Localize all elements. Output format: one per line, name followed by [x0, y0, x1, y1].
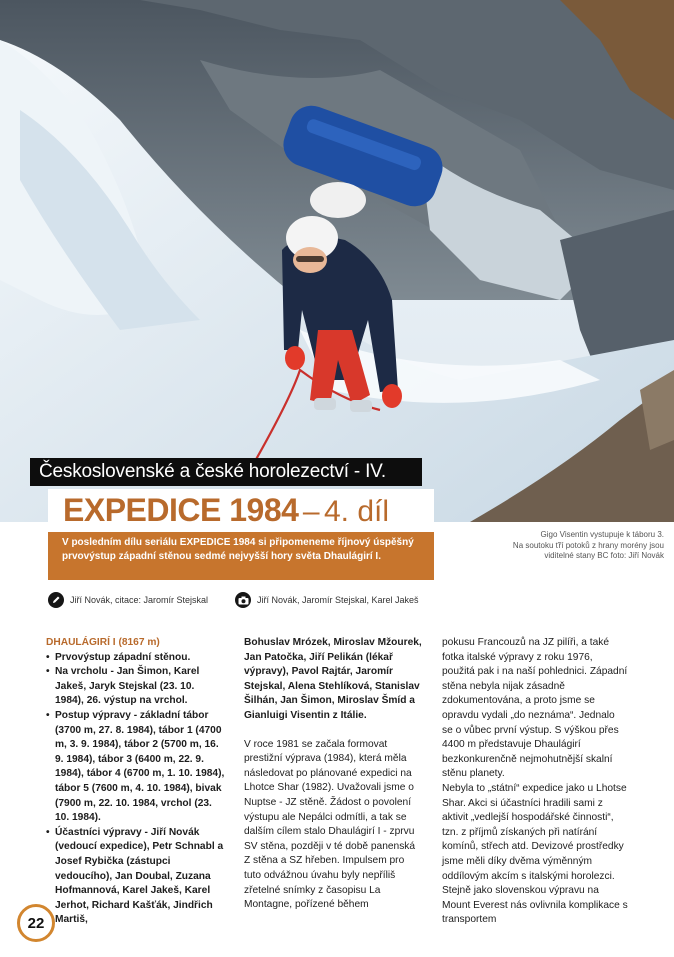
list-item: • Na vrcholu - Jan Šimon, Karel Jakeš, Jaryk Stejskal (23. 10. 1984), 26. výstup na vrchol. — [46, 665, 226, 709]
body-paragraph: pokusu Francouzů na JZ pilíři, a také fotka italské výpravy z roku 1976, použitá pak i na naší pohlednici. Západní stěna nebyla nijak zásadně zdokumentována, a proto jsme se opravdu vydali „do neznáma“. Jednalo se o vůbec první výstup. S výškou přes 4400 m představuje Dhaulágirí bezkonkurenčně nejmohutnější skalní stěnu planety. — [442, 637, 628, 780]
lead-paragraph: V posledním dílu seriálu EXPEDICE 1984 si připomeneme říjnový úspěšný prvovýstup západní stěnou sedmé nejvyšší hory světa Dhaulágirí I. — [48, 532, 434, 580]
page-number: 22 — [17, 904, 55, 942]
photo-credit — [235, 592, 419, 608]
info-box-list — [46, 651, 226, 928]
list-item: • Prvovýstup západní stěnou. — [46, 651, 226, 666]
column-1 — [46, 636, 226, 928]
text-credit-names: Jiří Novák, citace: Jaromír Stejskal — [70, 595, 209, 605]
body-paragraph: Nebyla to „státní“ expedice jako u Lhotse Shar. Akci si účastníci hradili sami z aktivit „vedlejší hospodářské činnosti“, tzn. z příjmů získaných při natírání komínů, střech atd. Devizové prostředky jsme měli díky dvěma výměnným oddílovým akcím s italskými horolezci. Stejně jako slovenskou výpravu na Mount Everest nás ovlivnila komplikace s transportem — [442, 782, 628, 926]
photo-caption — [454, 530, 664, 562]
caption-line: viditelné stany BC foto: Jiří Novák — [544, 551, 664, 560]
caption-line: Gigo Visentin vystupuje k táboru 3. — [540, 530, 664, 539]
column-2 — [244, 636, 424, 913]
title-main: EXPEDICE 1984 — [63, 492, 299, 528]
body-paragraph: V roce 1981 se začala formovat prestižní výprava (1984), která měla následovat po plánované expedici na Lhotce Shar (1982). Uvažovali jsme o Nuptse - JZ stěně. Žádost o povolení výstupu ale Nepálci odmítli, a tak se dalším cílem stalo Dhaulágirí I - zprvu SV stěna, později v té době panenská Z stěna a SZ hřeben. Impulsem pro tuto odvážnou úvahu byly nepříliš zřetelné snímky z časopisu La Montagne, pořízené během — [244, 738, 416, 911]
photo-credit-names: Jiří Novák, Jaromír Stejskal, Karel Jakeš — [257, 595, 419, 605]
title-part: 4. díl — [324, 495, 390, 528]
pen-icon — [48, 592, 64, 608]
info-box-continuation: Bohuslav Mrózek, Miroslav Mžourek, Jan Patočka, Jiří Pelikán (lékař výpravy), Pavol Rajtár, Jaromír Stejskal, Alena Stehlíková, Stanislav Šilhán, Jan Šimon, Miroslav Šmíd a Gianluigi Visentin z Itálie. — [244, 637, 422, 721]
list-item: • Účastníci výpravy - Jiří Novák (vedoucí expedice), Petr Schnabl a Josef Rybička (zástupci vedoucího), Jan Doubal, Zuzana Hofmannová, Karel Jakeš, Karel Jerhot, Richard Kašťák, Jindřich Martiš, — [46, 826, 226, 928]
column-3 — [442, 636, 628, 928]
list-item: • Postup výpravy - základní tábor (3700 m, 27. 8. 1984), tábor 1 (4700 m, 3. 9. 1984), tábor 2 (5700 m, 16. 9. 1984), tábor 3 (6400 m, 22. 9. 1984), tábor 4 (6700 m, 1. 10. 1984), tábor 5 (7600 m, 4. 10. 1984), bivak (7900 m, 22. 10. 1984, vrchol (23. 10. 1984). — [46, 709, 226, 826]
series-banner: Československé a české horolezectví - IV. — [30, 458, 422, 486]
title-separator: – — [302, 495, 320, 528]
text-credit — [48, 592, 208, 608]
article-title — [48, 489, 434, 532]
camera-icon — [235, 592, 251, 608]
caption-line: Na soutoku ťří potoků z hrany morény jsou — [512, 540, 664, 550]
info-box-heading: DHAULÁGIRÍ I (8167 m) — [46, 637, 160, 648]
